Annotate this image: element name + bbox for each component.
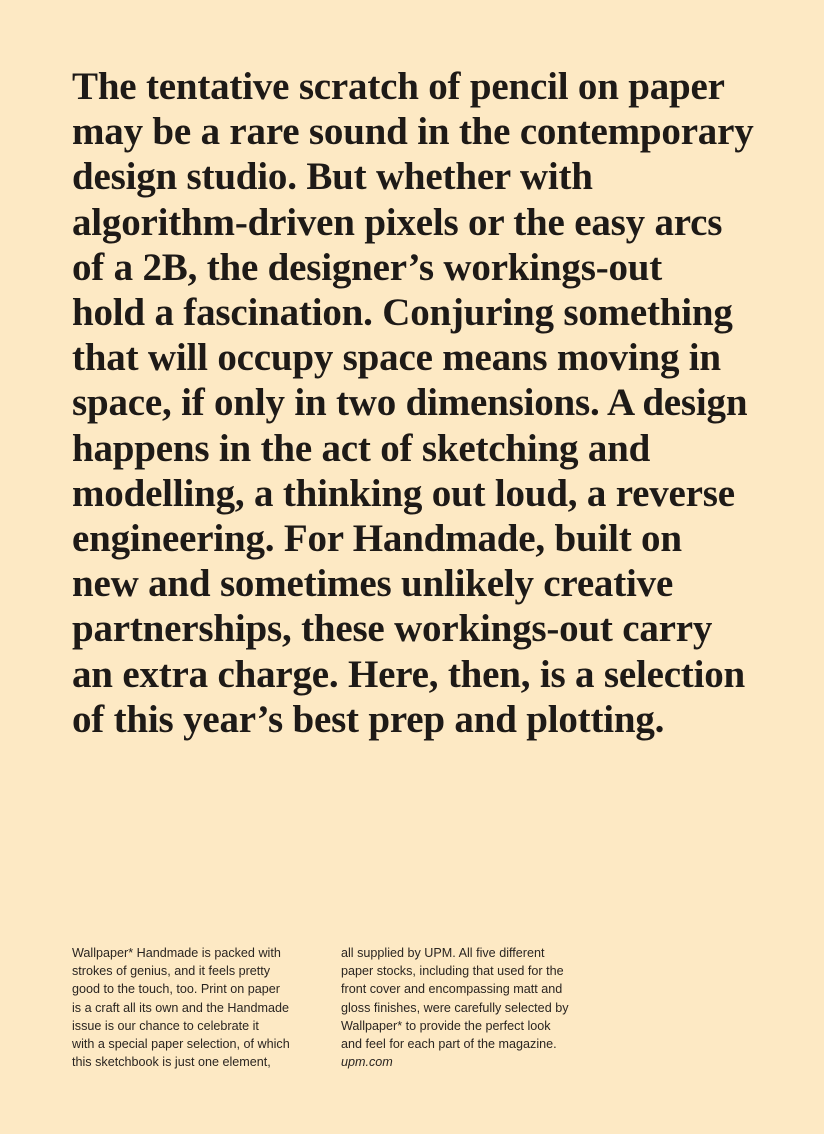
lead-line: of this year’s best prep and plotting. — [72, 697, 665, 741]
lead-line: algorithm-driven pixels or the easy arcs — [72, 200, 723, 244]
lead-paragraph — [72, 64, 792, 742]
footnote-line: Wallpaper* Handmade is packed with — [72, 946, 281, 960]
footnote-line: good to the touch, too. Print on paper — [72, 982, 280, 997]
footnote-right-column — [341, 944, 591, 1071]
footnote-line: front cover and encompassing matt and — [341, 982, 563, 997]
footnote-left-column — [72, 944, 322, 1071]
footnote-line: and feel for each part of the magazine. — [341, 1037, 557, 1052]
lead-line: an extra charge. Here, then, is a selection — [72, 652, 746, 696]
footnote-line: Wallpaper* to provide the perfect look — [341, 1018, 551, 1033]
lead-line: partnerships, these workings-out carry — [72, 607, 713, 651]
footnote-line: with a special paper selection, of which — [72, 1037, 290, 1052]
lead-line: modelling, a thinking out loud, a reverse — [72, 471, 735, 515]
footnote-line: issue is our chance to celebrate it — [72, 1018, 259, 1033]
lead-line: of a 2B, the designer’s workings-out — [72, 245, 663, 289]
footnote-line: paper stocks, including that used for the — [341, 964, 564, 979]
lead-line: happens in the act of sketching and — [72, 426, 651, 470]
lead-line: The tentative scratch of pencil on paper — [72, 65, 725, 108]
footnote-line: is a craft all its own and the Handmade — [72, 1000, 290, 1015]
footnote-line: all supplied by UPM. All five different — [341, 946, 545, 960]
upm-link[interactable]: upm.com — [341, 1055, 393, 1070]
footnote-line: gloss finishes, were carefully selected by — [341, 1000, 569, 1015]
lead-line: may be a rare sound in the contemporary — [72, 110, 754, 154]
lead-line: hold a fascination. Conjuring something — [72, 291, 733, 335]
lead-line: engineering. For Handmade, built on — [72, 517, 682, 561]
footnote-line: this sketchbook is just one element, — [72, 1055, 271, 1070]
lead-line: design studio. But whether with — [72, 155, 593, 199]
lead-line: space, if only in two dimensions. A design — [72, 381, 748, 425]
footnote-line: strokes of genius, and it feels pretty — [72, 964, 271, 979]
lead-line: that will occupy space means moving in — [72, 336, 721, 380]
lead-line: new and sometimes unlikely creative — [72, 562, 674, 606]
